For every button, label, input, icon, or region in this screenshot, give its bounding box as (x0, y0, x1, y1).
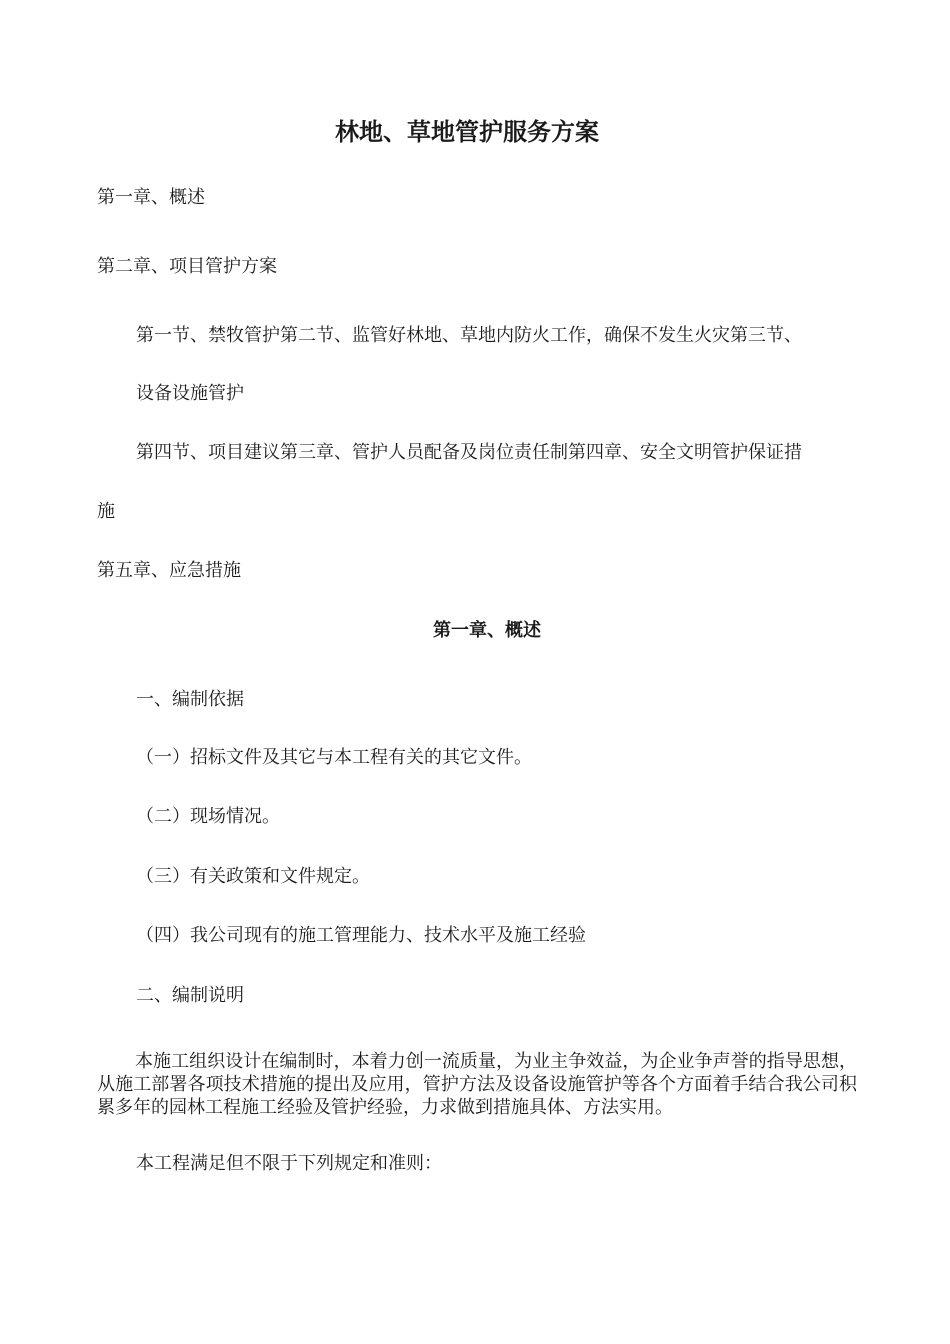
toc-sections-line-cont: 设备设施管护 (136, 383, 244, 404)
body-paragraph: 本工程满足但不限于下列规定和准则： (136, 1153, 442, 1174)
list-item: （二）现场情况。 (136, 806, 280, 827)
list-item: （一）招标文件及其它与本工程有关的其它文件。 (136, 747, 532, 768)
toc-chapter-1: 第一章、概述 (97, 187, 205, 208)
toc-chapter-5: 第五章、应急措施 (97, 560, 241, 581)
document-title: 林地、草地管护服务方案 (335, 117, 599, 146)
list-item: （三）有关政策和文件规定。 (136, 866, 370, 887)
chapter-1-heading: 第一章、概述 (433, 620, 541, 641)
toc-sections-line: 第一节、禁牧管护第二节、监管好林地、草地内防火工作，确保不发生火灾第三节、 (136, 325, 802, 346)
section-2-heading: 二、编制说明 (136, 985, 244, 1006)
section-1-heading: 一、编制依据 (136, 689, 244, 710)
toc-chapter-2: 第二章、项目管护方案 (97, 256, 277, 277)
body-paragraph: 本施工组织设计在编制时，本着力创一流质量，为业主争效益，为企业争声誉的指导思想，从施工部署各项技术措施的提出及应用，管护方法及设备设施管护等各个方面着手结合我公司积累多年的园林工程施工经验及管护经验，力求做到措施具体、方法实用。 (97, 1051, 857, 1118)
toc-chapters-line: 第四节、项目建议第三章、管护人员配备及岗位责任制第四章、安全文明管护保证措 (136, 442, 802, 463)
toc-chapters-line-cont: 施 (97, 501, 115, 522)
list-item: （四）我公司现有的施工管理能力、技术水平及施工经验 (136, 925, 586, 946)
